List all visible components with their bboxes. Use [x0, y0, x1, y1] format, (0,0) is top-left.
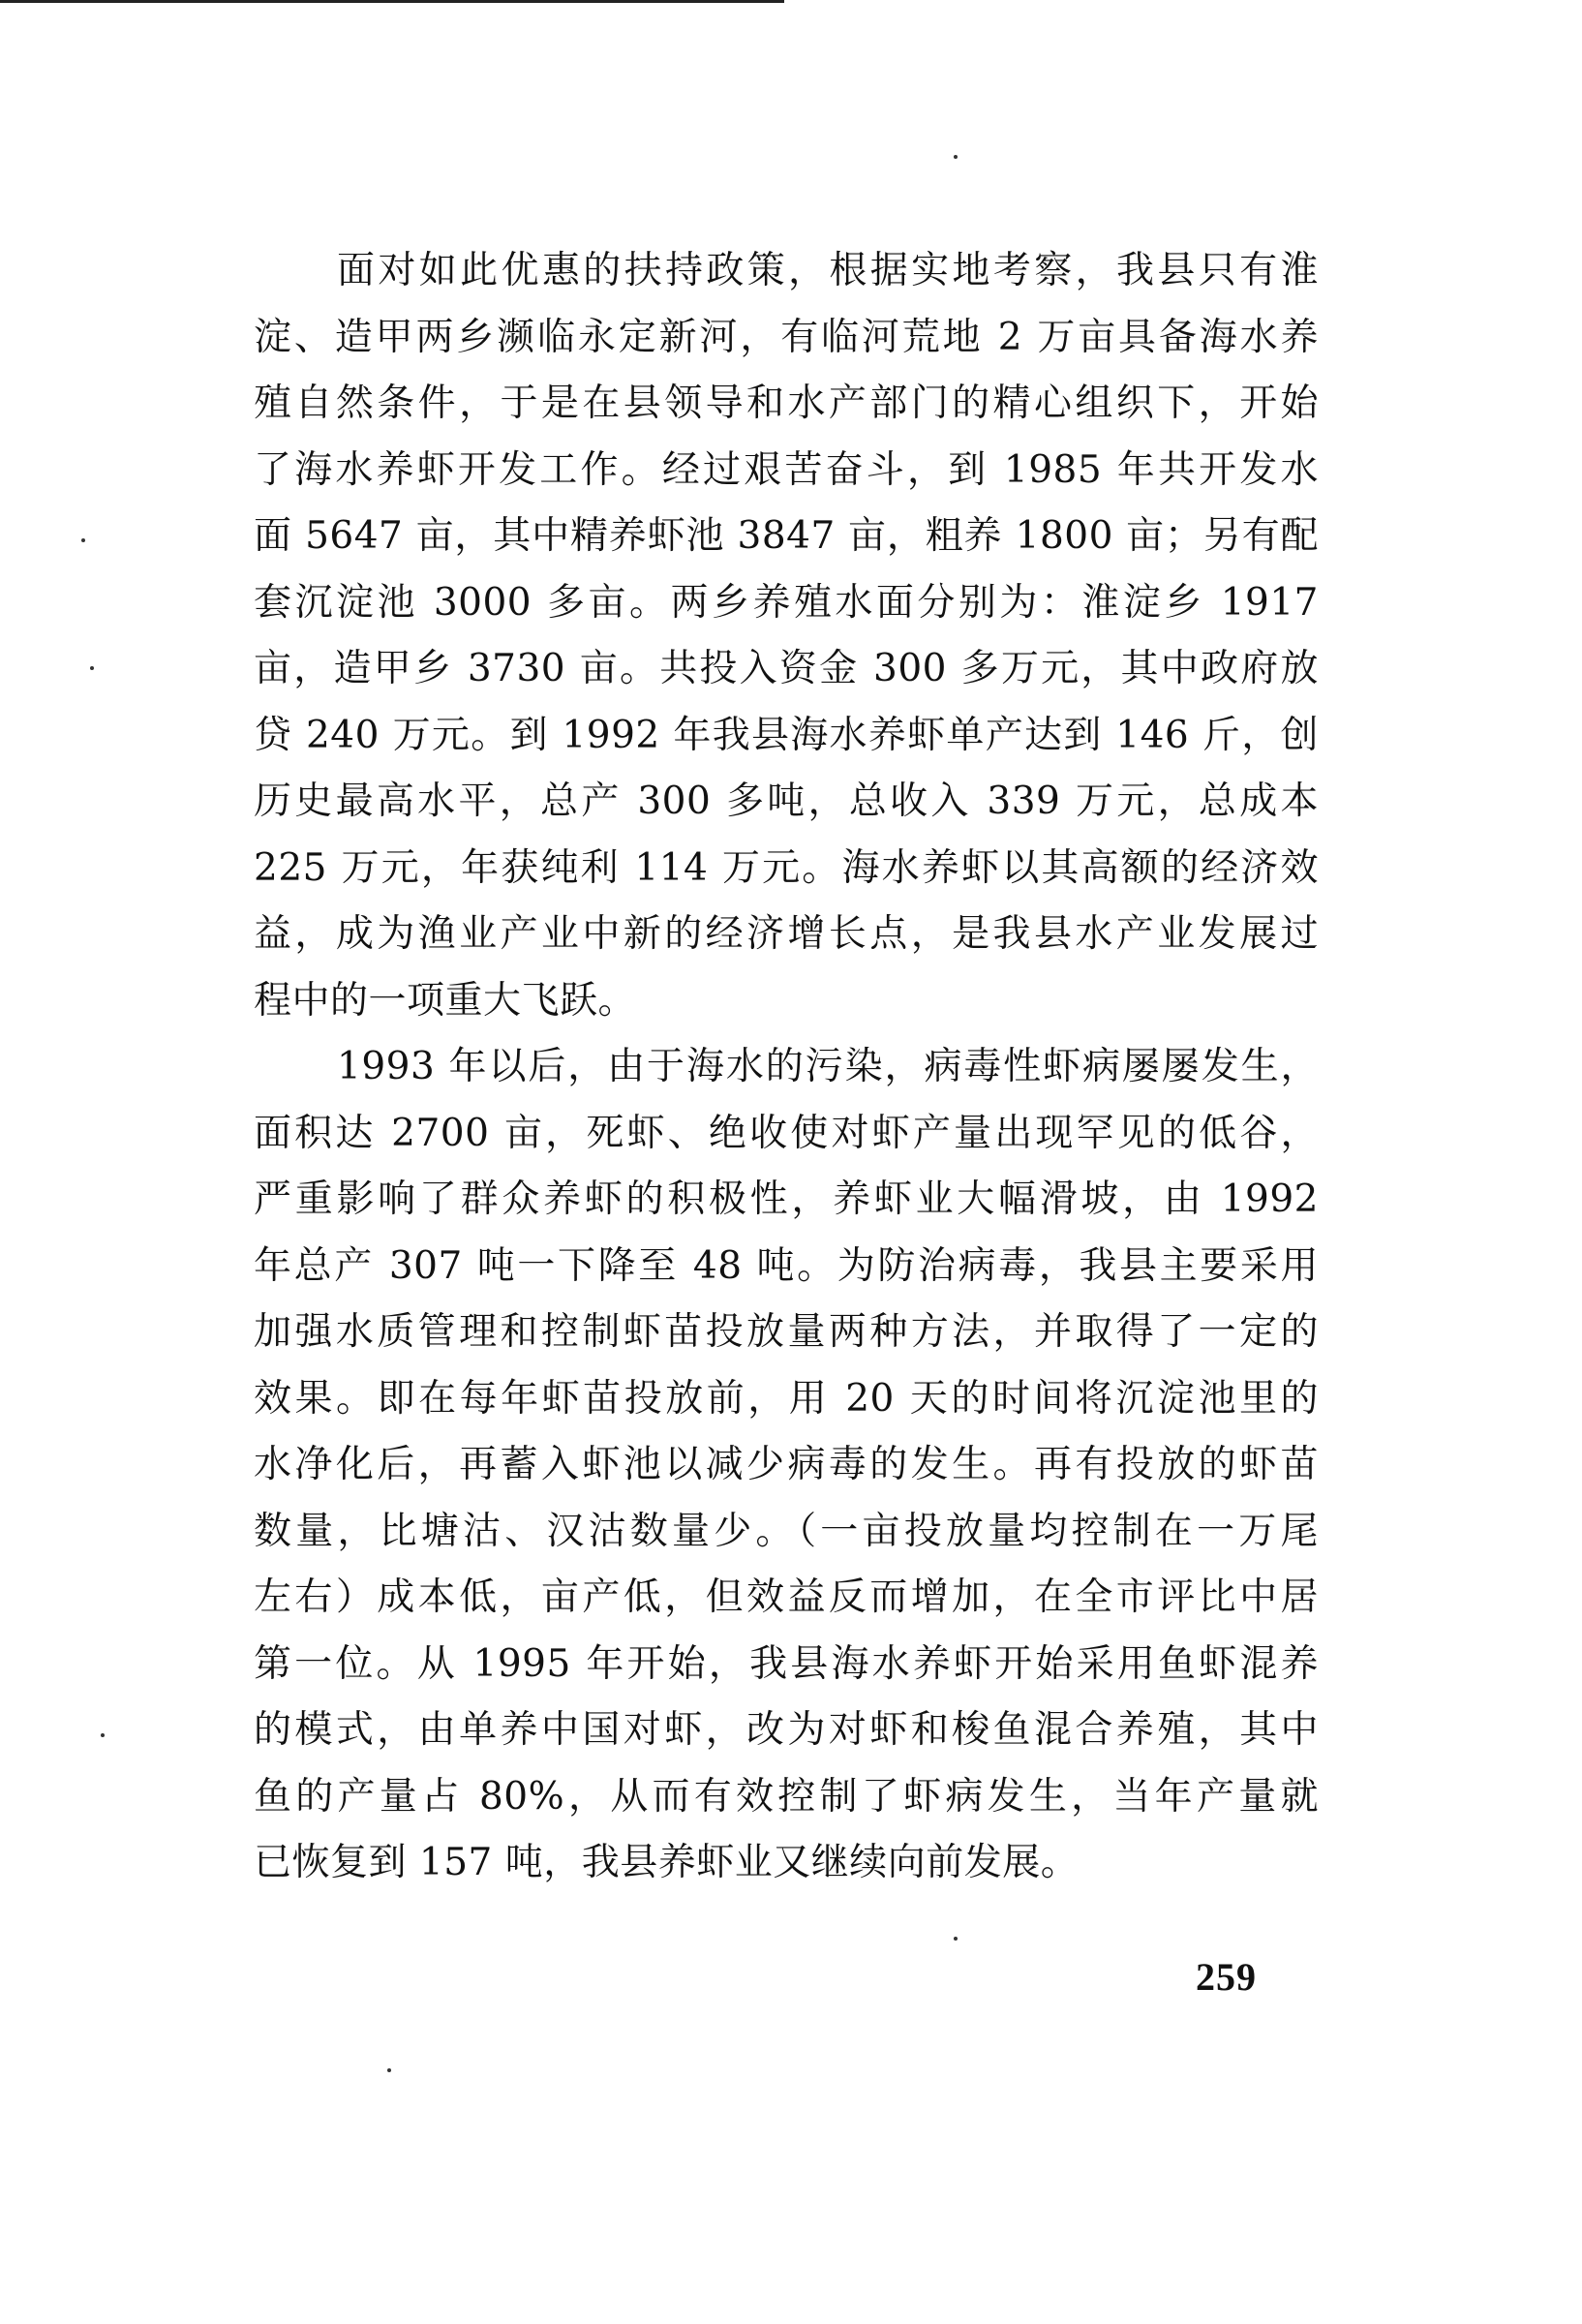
text-line: 1993 年以后，由于海水的污染，病毒性虾病屡屡发生，: [337, 1045, 1319, 1088]
page-number: 259: [1196, 1955, 1257, 1999]
text-line: 贷 240 万元。到 1992 年我县海水养虾单产达到 146 斤，创: [254, 713, 1319, 757]
text-line: 水净化后，再蓄入虾池以减少病毒的发生。再有投放的虾苗: [254, 1443, 1319, 1486]
text-line: 亩，造甲乡 3730 亩。共投入资金 300 多万元，其中政府放: [254, 647, 1319, 690]
text-line: 面 5647 亩，其中精养虾池 3847 亩，粗养 1800 亩；另有配: [254, 514, 1319, 558]
text-line: 严重影响了群众养虾的积极性，养虾业大幅滑坡，由 1992: [254, 1177, 1319, 1221]
text-line: 的模式，由单养中国对虾，改为对虾和梭鱼混合养殖，其中: [254, 1708, 1319, 1752]
body-text: [254, 238, 1319, 1897]
scan-speck: [81, 538, 85, 542]
scan-speck: [954, 155, 958, 159]
text-line: 程中的一项重大飞跃。: [254, 978, 637, 1023]
scan-speck: [954, 1937, 958, 1941]
scan-speck: [101, 1733, 105, 1737]
text-line: 年总产 307 吨一下降至 48 吨。为防治病毒，我县主要采用: [254, 1243, 1319, 1288]
text-line: 殖自然条件，于是在县领导和水产部门的精心组织下，开始: [254, 382, 1319, 425]
text-line: 225 万元，年获纯利 114 万元。海水养虾以其高额的经济效: [254, 845, 1319, 890]
text-line: 效果。即在每年虾苗投放前，用 20 天的时间将沉淀池里的: [254, 1376, 1319, 1421]
text-line: 鱼的产量占 80%，从而有效控制了虾病发生，当年产量就: [254, 1774, 1319, 1819]
text-line: 面对如此优惠的扶持政策，根据实地考察，我县只有淮: [337, 249, 1319, 292]
text-line: 套沉淀池 3000 多亩。两乡养殖水面分别为：淮淀乡 1917: [254, 580, 1319, 625]
top-rule: [0, 0, 784, 3]
text-line: 了海水养虾开发工作。经过艰苦奋斗，到 1985 年共开发水: [254, 447, 1319, 492]
text-line: 历史最高水平，总产 300 多吨，总收入 339 万元，总成本: [254, 780, 1319, 823]
scan-speck: [387, 2068, 391, 2072]
scan-speck: [90, 666, 94, 670]
text-line: 数量，比塘沽、汉沽数量少。（一亩投放量均控制在一万尾: [254, 1509, 1319, 1553]
text-line: 面积达 2700 亩，死虾、绝收使对虾产量出现罕见的低谷，: [254, 1111, 1319, 1155]
text-line: 加强水质管理和控制虾苗投放量两种方法，并取得了一定的: [254, 1310, 1319, 1354]
text-line: 左右）成本低，亩产低，但效益反而增加，在全市评比中居: [254, 1575, 1319, 1619]
text-line: 益，成为渔业产业中新的经济增长点，是我县水产业发展过: [254, 912, 1319, 956]
text-line: 第一位。从 1995 年开始，我县海水养虾开始采用鱼虾混养: [254, 1641, 1319, 1686]
text-line: 淀、造甲两乡濒临永定新河，有临河荒地 2 万亩具备海水养: [254, 315, 1319, 359]
text-line: 已恢复到 157 吨，我县养虾业又继续向前发展。: [254, 1841, 1080, 1884]
